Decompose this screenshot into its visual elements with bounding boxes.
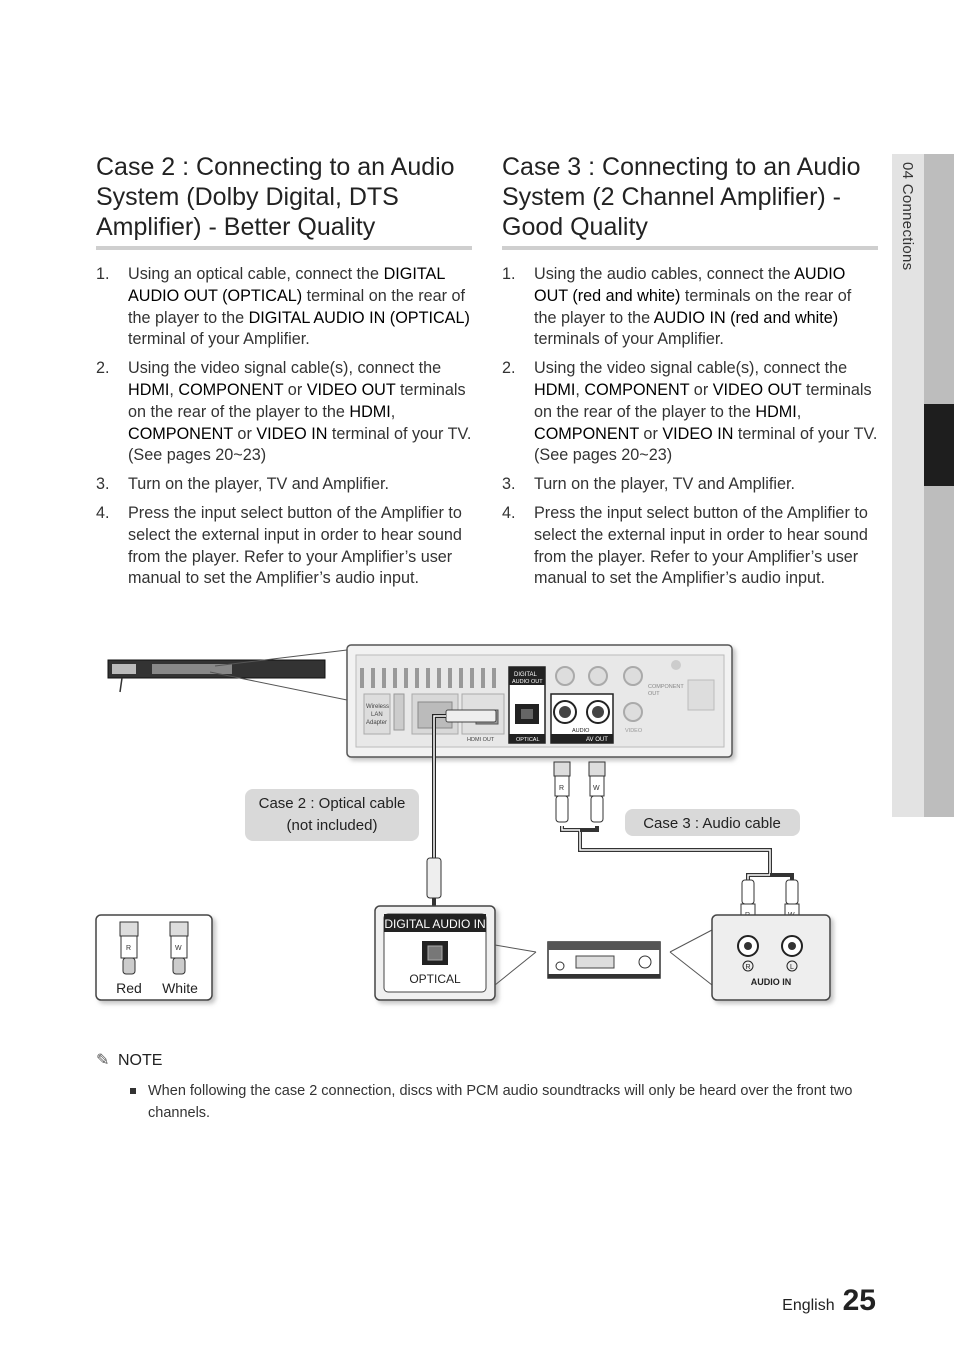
- amp-audio-in-zoom: [712, 915, 830, 1000]
- step-term: HDMI: [349, 402, 391, 421]
- step-number: 3.: [96, 475, 110, 494]
- step-text: terminals on the rear of the player to the: [128, 380, 466, 421]
- step-text: ,: [575, 380, 585, 399]
- panel-adapter-label: Adapter: [366, 720, 388, 726]
- legend-plug-r: R: [126, 945, 132, 952]
- step-term: COMPONENT: [178, 380, 284, 399]
- step-text: terminals of your Amplifier.: [534, 330, 724, 349]
- step-term: AUDIO IN (red and white): [653, 308, 839, 327]
- step-number: 1.: [502, 265, 516, 283]
- step-text: Turn on the player, TV and Amplifier.: [534, 475, 795, 494]
- audio-cable: [554, 762, 799, 922]
- legend-white-label: White: [162, 980, 198, 996]
- panel-optical-label: OPTICAL: [516, 737, 540, 743]
- step-text: ,: [390, 402, 396, 421]
- upper-plug-r: R: [559, 785, 565, 792]
- cable-legend: [96, 915, 212, 1000]
- panel-audio-label: AUDIO: [572, 728, 590, 734]
- step-text: terminals on the rear of the player to the: [534, 286, 852, 327]
- note-item: [96, 1080, 856, 1124]
- step-text: or: [638, 424, 663, 443]
- legend-plug-w: W: [175, 945, 182, 952]
- panel-av-out-label: AV OUT: [586, 737, 608, 743]
- legend-red-label: Red: [116, 980, 142, 996]
- callout-case2-line1: Case 2 : Optical cable: [258, 795, 406, 812]
- step-text: or: [689, 380, 713, 399]
- step-number: 1.: [96, 265, 110, 283]
- note-item-text: When following the case 2 connection, discs with PCM audio soundtracks will only be heard over the front two channels.: [148, 1083, 853, 1121]
- amp-r-label: R: [745, 964, 751, 971]
- case2-title: Case 2 : Connecting to an Audio System (Dolby Digital, DTS Amplifier) - Better Quality: [96, 152, 472, 250]
- note-heading: NOTE: [118, 1052, 163, 1069]
- note-section: [96, 1050, 856, 1124]
- step-text: or: [283, 380, 307, 399]
- amp-digital-in-zoom: [375, 906, 536, 1000]
- panel-audio-out-label: AUDIO OUT: [512, 679, 543, 685]
- panel-hdmi-out-label: HDMI OUT: [467, 737, 495, 743]
- step-term: VIDEO IN: [256, 424, 328, 443]
- step-term: AUDIO OUT (red and white): [534, 265, 846, 305]
- amp-l-label: L: [790, 964, 794, 971]
- callout-case3-text: Case 3 : Audio cable: [643, 815, 781, 832]
- amplifier: [548, 930, 712, 985]
- step-text: Using the audio cables, connect the: [534, 265, 795, 283]
- step-number: 4.: [502, 503, 516, 522]
- step-text: ,: [169, 380, 179, 399]
- footer-language: English: [782, 1297, 835, 1314]
- panel-video-label: VIDEO: [625, 728, 643, 734]
- step-text: Using the video signal cable(s), connect the: [534, 359, 848, 378]
- player-rear-panel: [347, 645, 732, 757]
- bullet-square-icon: [130, 1088, 136, 1094]
- step-text: terminal of your Amplifier.: [128, 330, 310, 349]
- page-number: 25: [842, 1284, 876, 1317]
- step-term: COMPONENT: [534, 424, 639, 443]
- step-term: COMPONENT: [584, 380, 690, 399]
- panel-digital-label: DIGITAL: [514, 672, 537, 678]
- step-term: DIGITAL AUDIO IN (OPTICAL): [248, 308, 470, 327]
- step-number: 3.: [502, 475, 516, 494]
- step-term: HDMI: [755, 402, 797, 421]
- step-term: COMPONENT: [128, 424, 233, 443]
- step-text: Press the input select button of the Amplifier to select the external input in order to hear sound from the player. Refer to your Amplifier’s user manual to set the Amplifier’s audio input.: [534, 503, 868, 588]
- step-number: 4.: [96, 503, 110, 522]
- panel-component-label: COMPONENT: [648, 684, 684, 690]
- callout-case2-line2: (not included): [286, 817, 378, 834]
- step-text: Using the video signal cable(s), connect the: [128, 359, 442, 378]
- player-rear-small: [108, 650, 347, 700]
- callout-case3: [625, 809, 800, 836]
- case3-title: Case 3 : Connecting to an Audio System (2 Channel Amplifier) - Good Quality: [502, 152, 878, 250]
- step-text: Turn on the player, TV and Amplifier.: [128, 475, 389, 494]
- step-text: ,: [796, 402, 802, 421]
- step-text: terminal of your TV. (See pages 20~23): [534, 424, 878, 465]
- step-text: Press the input select button of the Amplifier to select the external input in order to hear sound from the player. Refer to your Amplifier’s user manual to set the Amplifier’s audio input.: [128, 503, 462, 588]
- chapter-tab-label: 04 Connections: [899, 162, 916, 271]
- step-number: 2.: [502, 359, 516, 378]
- step-term: VIDEO OUT: [712, 380, 802, 399]
- step-term: DIGITAL AUDIO OUT (OPTICAL): [128, 265, 445, 305]
- amp-optical-label: OPTICAL: [409, 972, 461, 986]
- upper-plug-w: W: [593, 785, 600, 792]
- pencil-icon: ✎: [96, 1052, 110, 1069]
- step-text: or: [232, 424, 257, 443]
- amp-audio-in-label: AUDIO IN: [750, 977, 792, 987]
- panel-lan-label: LAN: [371, 712, 383, 718]
- page-footer: [782, 1284, 876, 1318]
- callout-case2: [245, 789, 419, 841]
- step-text: terminals on the rear of the player to the: [534, 380, 872, 421]
- panel-out-label: OUT: [648, 691, 660, 697]
- step-text: terminal on the rear of the player to the: [128, 286, 466, 327]
- amp-digital-audio-in-label: DIGITAL AUDIO IN: [384, 917, 486, 931]
- step-text: terminal of your TV. (See pages 20~23): [128, 424, 472, 465]
- step-term: VIDEO IN: [662, 424, 734, 443]
- step-term: HDMI: [128, 380, 170, 399]
- panel-wireless-label: Wireless: [366, 704, 390, 710]
- step-number: 2.: [96, 359, 110, 378]
- step-text: Using an optical cable, connect the: [128, 265, 384, 283]
- step-term: VIDEO OUT: [306, 380, 396, 399]
- step-term: HDMI: [534, 380, 576, 399]
